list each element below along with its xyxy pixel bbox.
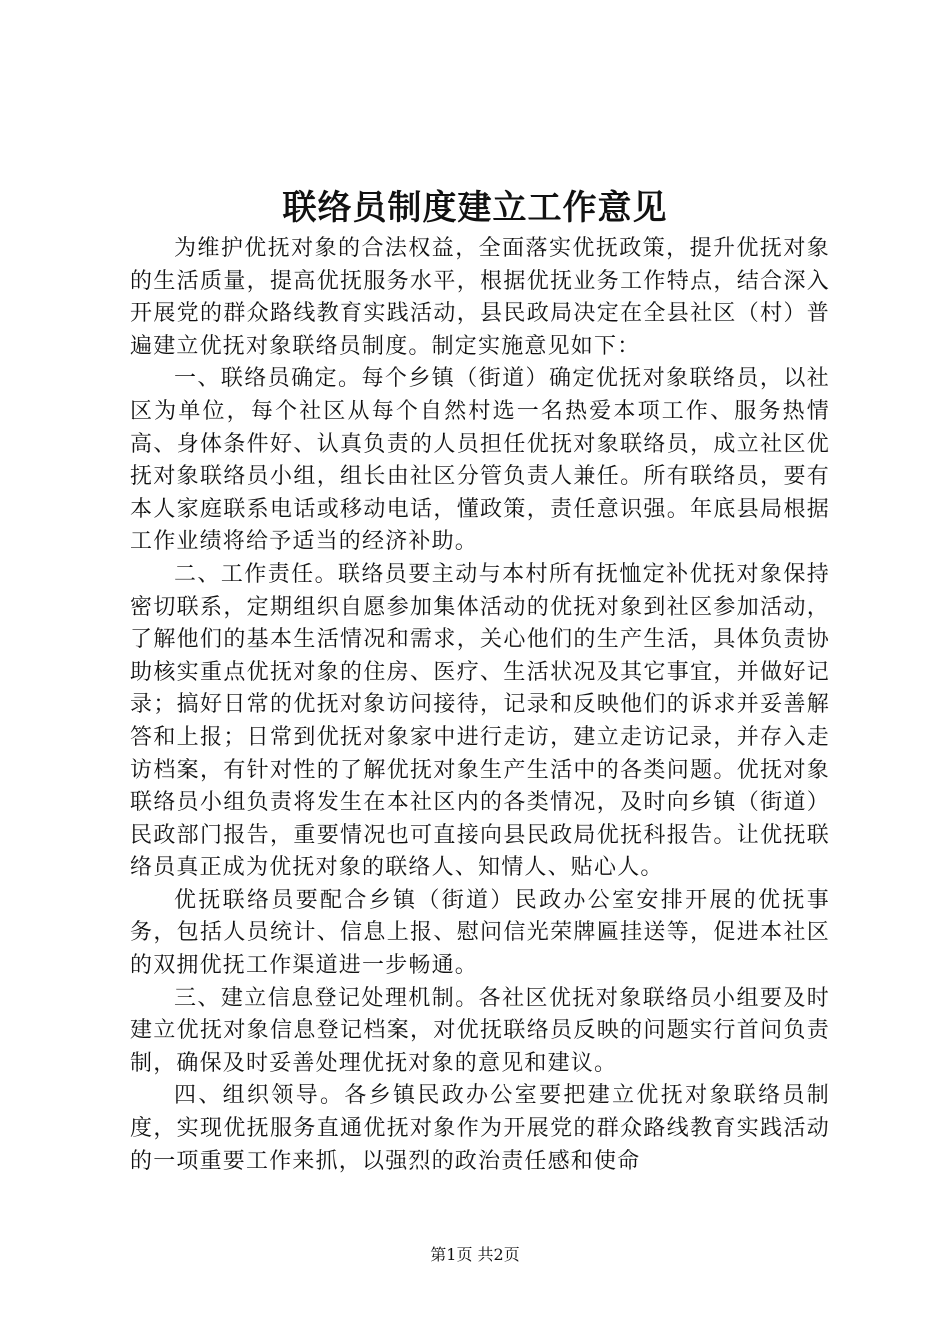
page-number-footer: 第1页 共2页 <box>430 1245 520 1264</box>
paragraph-section-1: 一、联络员确定。每个乡镇（街道）确定优抚对象联络员，以社区为单位，每个社区从每个自然村选一名热爱本项工作、服务热情高、身体条件好、认真负责的人员担任优抚对象联络员，成立社区优抚对象联络员小组，组长由社区分管负责人兼任。所有联络员，要有本人家庭联系电话或移动电话，懂政策，责任意识强。年底县局根据工作业绩将给予适当的经济补助。 <box>130 366 830 555</box>
document-title: 联络员制度建立工作意见 <box>282 188 668 228</box>
document-body <box>130 233 830 1178</box>
paragraph-section-2: 二、工作责任。联络员要主动与本村所有抚恤定补优抚对象保持密切联系，定期组织自愿参加集体活动的优抚对象到社区参加活动，了解他们的基本生活情况和需求，关心他们的生产生活，具体负责协助核实重点优抚对象的住房、医疗、生活状况及其它事宜，并做好记录；搞好日常的优抚对象访问接待，记录和反映他们的诉求并妥善解答和上报；日常到优抚对象家中进行走访，建立走访记录，并存入走访档案，有针对性的了解优抚对象生产生活中的各类问题。优抚对象联络员小组负责将发生在本社区内的各类情况，及时向乡镇（街道）民政部门报告，重要情况也可直接向县民政局优抚科报告。让优抚联络员真正成为优抚对象的联络人、知情人、贴心人。 <box>130 561 830 881</box>
paragraph-section-2-supplement: 优抚联络员要配合乡镇（街道）民政办公室安排开展的优抚事务，包括人员统计、信息上报、慰问信光荣牌匾挂送等，促进本社区的双拥优抚工作渠道进一步畅通。 <box>130 887 830 979</box>
paragraph-section-4: 四、组织领导。各乡镇民政办公室要把建立优抚对象联络员制度，实现优抚服务直通优抚对象作为开展党的群众路线教育实践活动的一项重要工作来抓，以强烈的政治责任感和使命 <box>130 1083 830 1174</box>
paragraph-intro: 为维护优抚对象的合法权益，全面落实优抚政策，提升优抚对象的生活质量，提高优抚服务水平，根据优抚业务工作特点，结合深入开展党的群众路线教育实践活动，县民政局决定在全县社区（村）普遍建立优抚对象联络员制度。制定实施意见如下： <box>130 236 830 359</box>
paragraph-section-3: 三、建立信息登记处理机制。各社区优抚对象联络员小组要及时建立优抚对象信息登记档案，对优抚联络员反映的问题实行首问负责制，确保及时妥善处理优抚对象的意见和建议。 <box>130 985 830 1076</box>
